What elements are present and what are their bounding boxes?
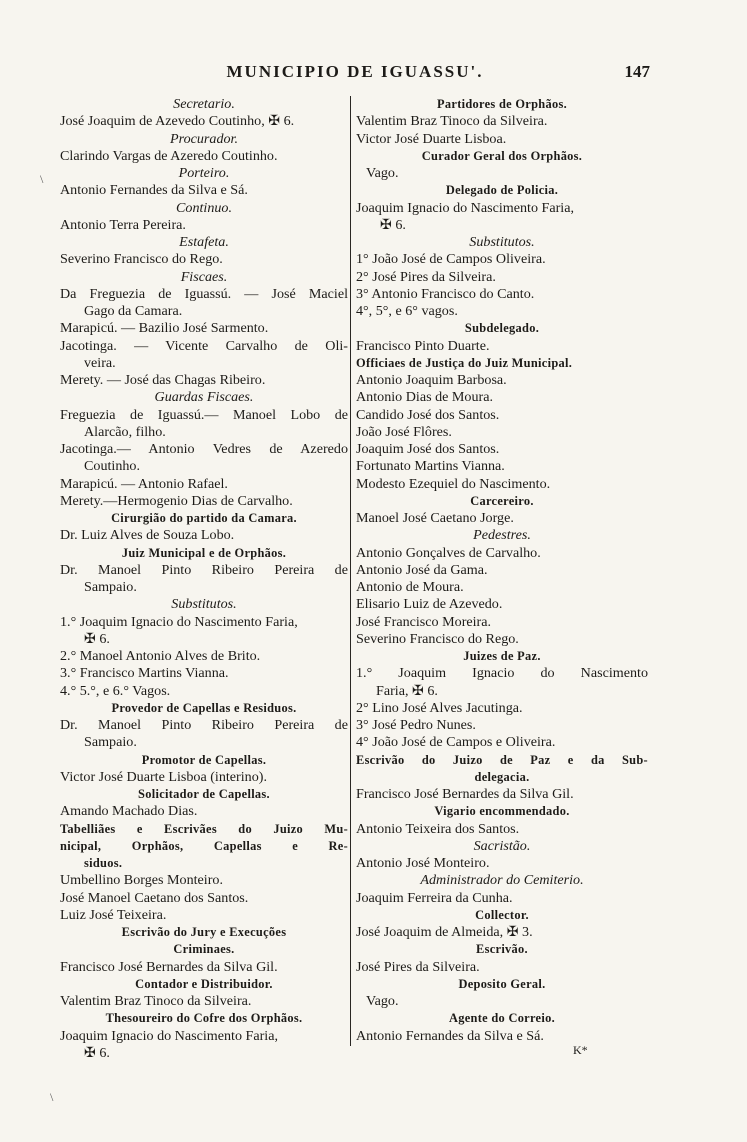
right-column-line: Escrivão do Juizo de Paz e da Sub- [356,752,648,767]
left-column-line: Antonio Terra Pereira. [60,216,186,233]
left-column-line: Dr. Manoel Pinto Ribeiro Pereira de [60,561,348,578]
left-column-line: Promotor de Capellas. [141,752,267,767]
left-column-line: Da Freguezia de Iguassú. — José Maciel [60,285,348,302]
right-column-line: José Pires da Silveira. [356,958,480,975]
right-column-line: Juizes de Paz. [463,649,541,663]
left-column-line: Freguezia de Iguassú.— Manoel Lobo de [60,406,348,423]
right-column-line: ✠ 6. [380,216,406,233]
right-column-line: Vago. [366,993,399,1009]
print-speck: \ [40,172,44,186]
left-column-line: Continuo. [176,199,232,216]
left-column-line: Estafeta. [179,234,229,250]
left-column-line: 1.° Joaquim Ignacio do Nascimento Faria, [60,613,298,630]
right-column-line: Fortunato Martins Vianna. [356,458,505,475]
right-column-line: Deposito Geral. [458,976,546,991]
right-column-line: Joaquim Ignacio do Nascimento Faria, [356,199,575,216]
left-column-line: 3.° Francisco Martins Vianna. [60,665,229,682]
left-column-line: Antonio Fernandes da Silva e Sá. [60,182,248,199]
right-column-line: José Francisco Moreira. [356,613,492,630]
right-column-line: Curador Geral dos Orphãos. [421,148,583,163]
left-column-line: veira. [84,354,116,371]
right-column-line: Elisario Luiz de Azevedo. [356,596,503,613]
right-column-line: Escrivão. [476,942,528,957]
right-column-line: Collector. [475,907,529,922]
right-column-line: Pedestres. [473,527,531,544]
right-column-line: 3° Antonio Francisco do Canto. [356,285,535,302]
left-column-line: Thesoureiro do Cofre dos Orphãos. [105,1011,303,1026]
left-column-line: Gago da Camara. [84,303,183,319]
page-header [60,62,650,86]
right-column-line: Antonio de Moura. [356,579,464,595]
right-column-line: 4°, 5°, e 6° vagos. [356,303,458,319]
running-title: MUNICIPIO DE IGUASSU'. [226,62,484,81]
right-column-line: Substitutos. [469,234,535,250]
left-column-line: Criminaes. [173,942,235,957]
left-column-line: Contador e Distribuidor. [135,976,273,991]
right-column-line: Valentim Braz Tinoco da Silveira. [356,113,548,130]
right-column-line: Partidores de Orphãos. [437,97,567,111]
right-column-line: 4° João José de Campos e Oliveira. [356,734,556,751]
right-column-line: 1° João José de Campos Oliveira. [356,251,546,268]
left-column-line: Sampaio. [84,734,137,751]
right-column-line: Sacristão. [473,837,531,854]
right-column-line: Delegado de Policia. [445,183,559,198]
right-column-line: 1.° Joaquim Ignacio do Nascimento [356,665,648,682]
left-column-line: Victor José Duarte Lisboa (interino). [60,768,267,785]
right-column-line: Manoel José Caetano Jorge. [356,510,514,526]
left-column-line: Coutinho. [84,458,140,475]
right-column-line: Francisco Pinto Duarte. [356,337,490,354]
left-column-line: Porteiro. [178,165,230,181]
right-column-line: José Joaquim de Almeida, ✠ 3. [356,924,533,940]
left-column-line: Marapicú. — Bazilio José Sarmento. [60,320,269,337]
left-column-line: Joaquim Ignacio do Nascimento Faria, [60,1027,279,1044]
right-column-line: Antonio Gonçalves de Carvalho. [356,544,541,561]
right-column [356,96,648,1056]
left-column-line: ✠ 6. [84,630,110,647]
right-column-line: Carcereiro. [470,493,534,508]
right-column-line: Antonio José Monteiro. [356,855,490,871]
left-column-line: Umbellino Borges Monteiro. [60,872,223,889]
right-column-line: 2° José Pires da Silveira. [356,268,496,285]
left-column-line: Valentim Braz Tinoco da Silveira. [60,993,252,1009]
left-column-line: Tabelliães e Escrivães do Juizo Mu- [60,821,348,836]
right-column-line: Vago. [366,165,399,181]
column-divider [350,96,351,1046]
left-column-line: José Manoel Caetano dos Santos. [60,889,249,906]
left-column-line: Fiscaes. [180,268,228,285]
right-column-line: Officiaes de Justiça do Juiz Municipal. [356,355,573,370]
left-column-line: nicipal, Orphãos, Capellas e Re- [60,838,348,853]
signature-mark: K* [573,1043,588,1057]
right-column-line: Antonio Fernandes da Silva e Sá. [356,1027,544,1044]
right-column-line: Agente do Correio. [449,1011,555,1026]
right-column-line: Antonio Teixeira dos Santos. [356,820,520,837]
left-column-line: Cirurgião do partido da Camara. [111,511,297,525]
right-column-line: Joaquim Ferreira da Cunha. [356,889,513,906]
left-column-line: Substitutos. [171,596,237,613]
left-column-line: Procurador. [170,130,238,147]
left-column-line: Luiz José Teixeira. [60,906,167,923]
right-column-line: Antonio Dias de Moura. [356,389,494,406]
left-column-line: Dr. Manoel Pinto Ribeiro Pereira de [60,717,348,733]
left-column-line: José Joaquim de Azevedo Coutinho, ✠ 6. [60,113,295,130]
left-column-line: Severino Francisco do Rego. [60,251,223,268]
right-column-line: Victor José Duarte Lisboa. [356,130,507,147]
page-number: 147 [624,62,650,81]
right-column-line: Modesto Ezequiel do Nascimento. [356,475,551,492]
right-column-line: 2° Lino José Alves Jacutinga. [356,699,523,716]
left-column-line: Francisco José Bernardes da Silva Gil. [60,958,278,975]
right-column-line: 3° José Pedro Nunes. [356,717,476,733]
left-column-line: Escrivão do Jury e Execuções [121,925,287,939]
right-column-line: Faria, ✠ 6. [376,682,438,699]
left-column-line: ✠ 6. [84,1044,110,1061]
right-column-line: Severino Francisco do Rego. [356,630,519,647]
left-column-line: Dr. Luiz Alves de Souza Lobo. [60,527,235,544]
right-column-line: Candido José dos Santos. [356,406,500,423]
left-column-line: 2.° Manoel Antonio Alves de Brito. [60,648,261,664]
right-column-line: Administrador do Cemiterio. [420,872,584,889]
left-column-line: Clarindo Vargas de Azeredo Coutinho. [60,147,278,164]
left-column-line: Guardas Fiscaes. [154,389,254,406]
right-column-line: Antonio Joaquim Barbosa. [356,372,507,388]
left-column-line: Alarcão, filho. [84,423,166,440]
left-column-line: Solicitador de Capellas. [138,787,270,801]
left-column-line: Sampaio. [84,579,137,595]
right-column-line: Subdelegado. [464,321,540,336]
left-column-line: Merety. — José das Chagas Ribeiro. [60,372,266,388]
right-column-line: Antonio José da Gama. [356,561,488,578]
left-column-line: Marapicú. — Antonio Rafael. [60,475,228,492]
left-column-line: siduos. [84,856,123,870]
right-column-line: delegacia. [474,769,530,784]
left-column-line: Jacotinga.— Antonio Vedres de Azeredo [60,441,348,457]
right-column-line: Vigario encommendado. [434,804,570,819]
left-column-line: Amando Machado Dias. [60,803,198,820]
left-column [60,96,348,1061]
right-column-line: Joaquim José dos Santos. [356,441,500,457]
left-column-line: Provedor de Capellas e Residuos. [111,700,297,715]
left-column-line: Merety.—Hermogenio Dias de Carvalho. [60,492,293,509]
left-column-line: Secretario. [173,96,235,112]
right-column-line: Francisco José Bernardes da Silva Gil. [356,786,574,802]
right-column-line: João José Flôres. [356,423,452,440]
left-column-line: Jacotinga. — Vicente Carvalho de Oli- [60,337,348,354]
print-speck: \ [50,1090,54,1104]
left-column-line: Juiz Municipal e de Orphãos. [121,545,287,560]
left-column-line: 4.° 5.°, e 6.° Vagos. [60,682,171,699]
